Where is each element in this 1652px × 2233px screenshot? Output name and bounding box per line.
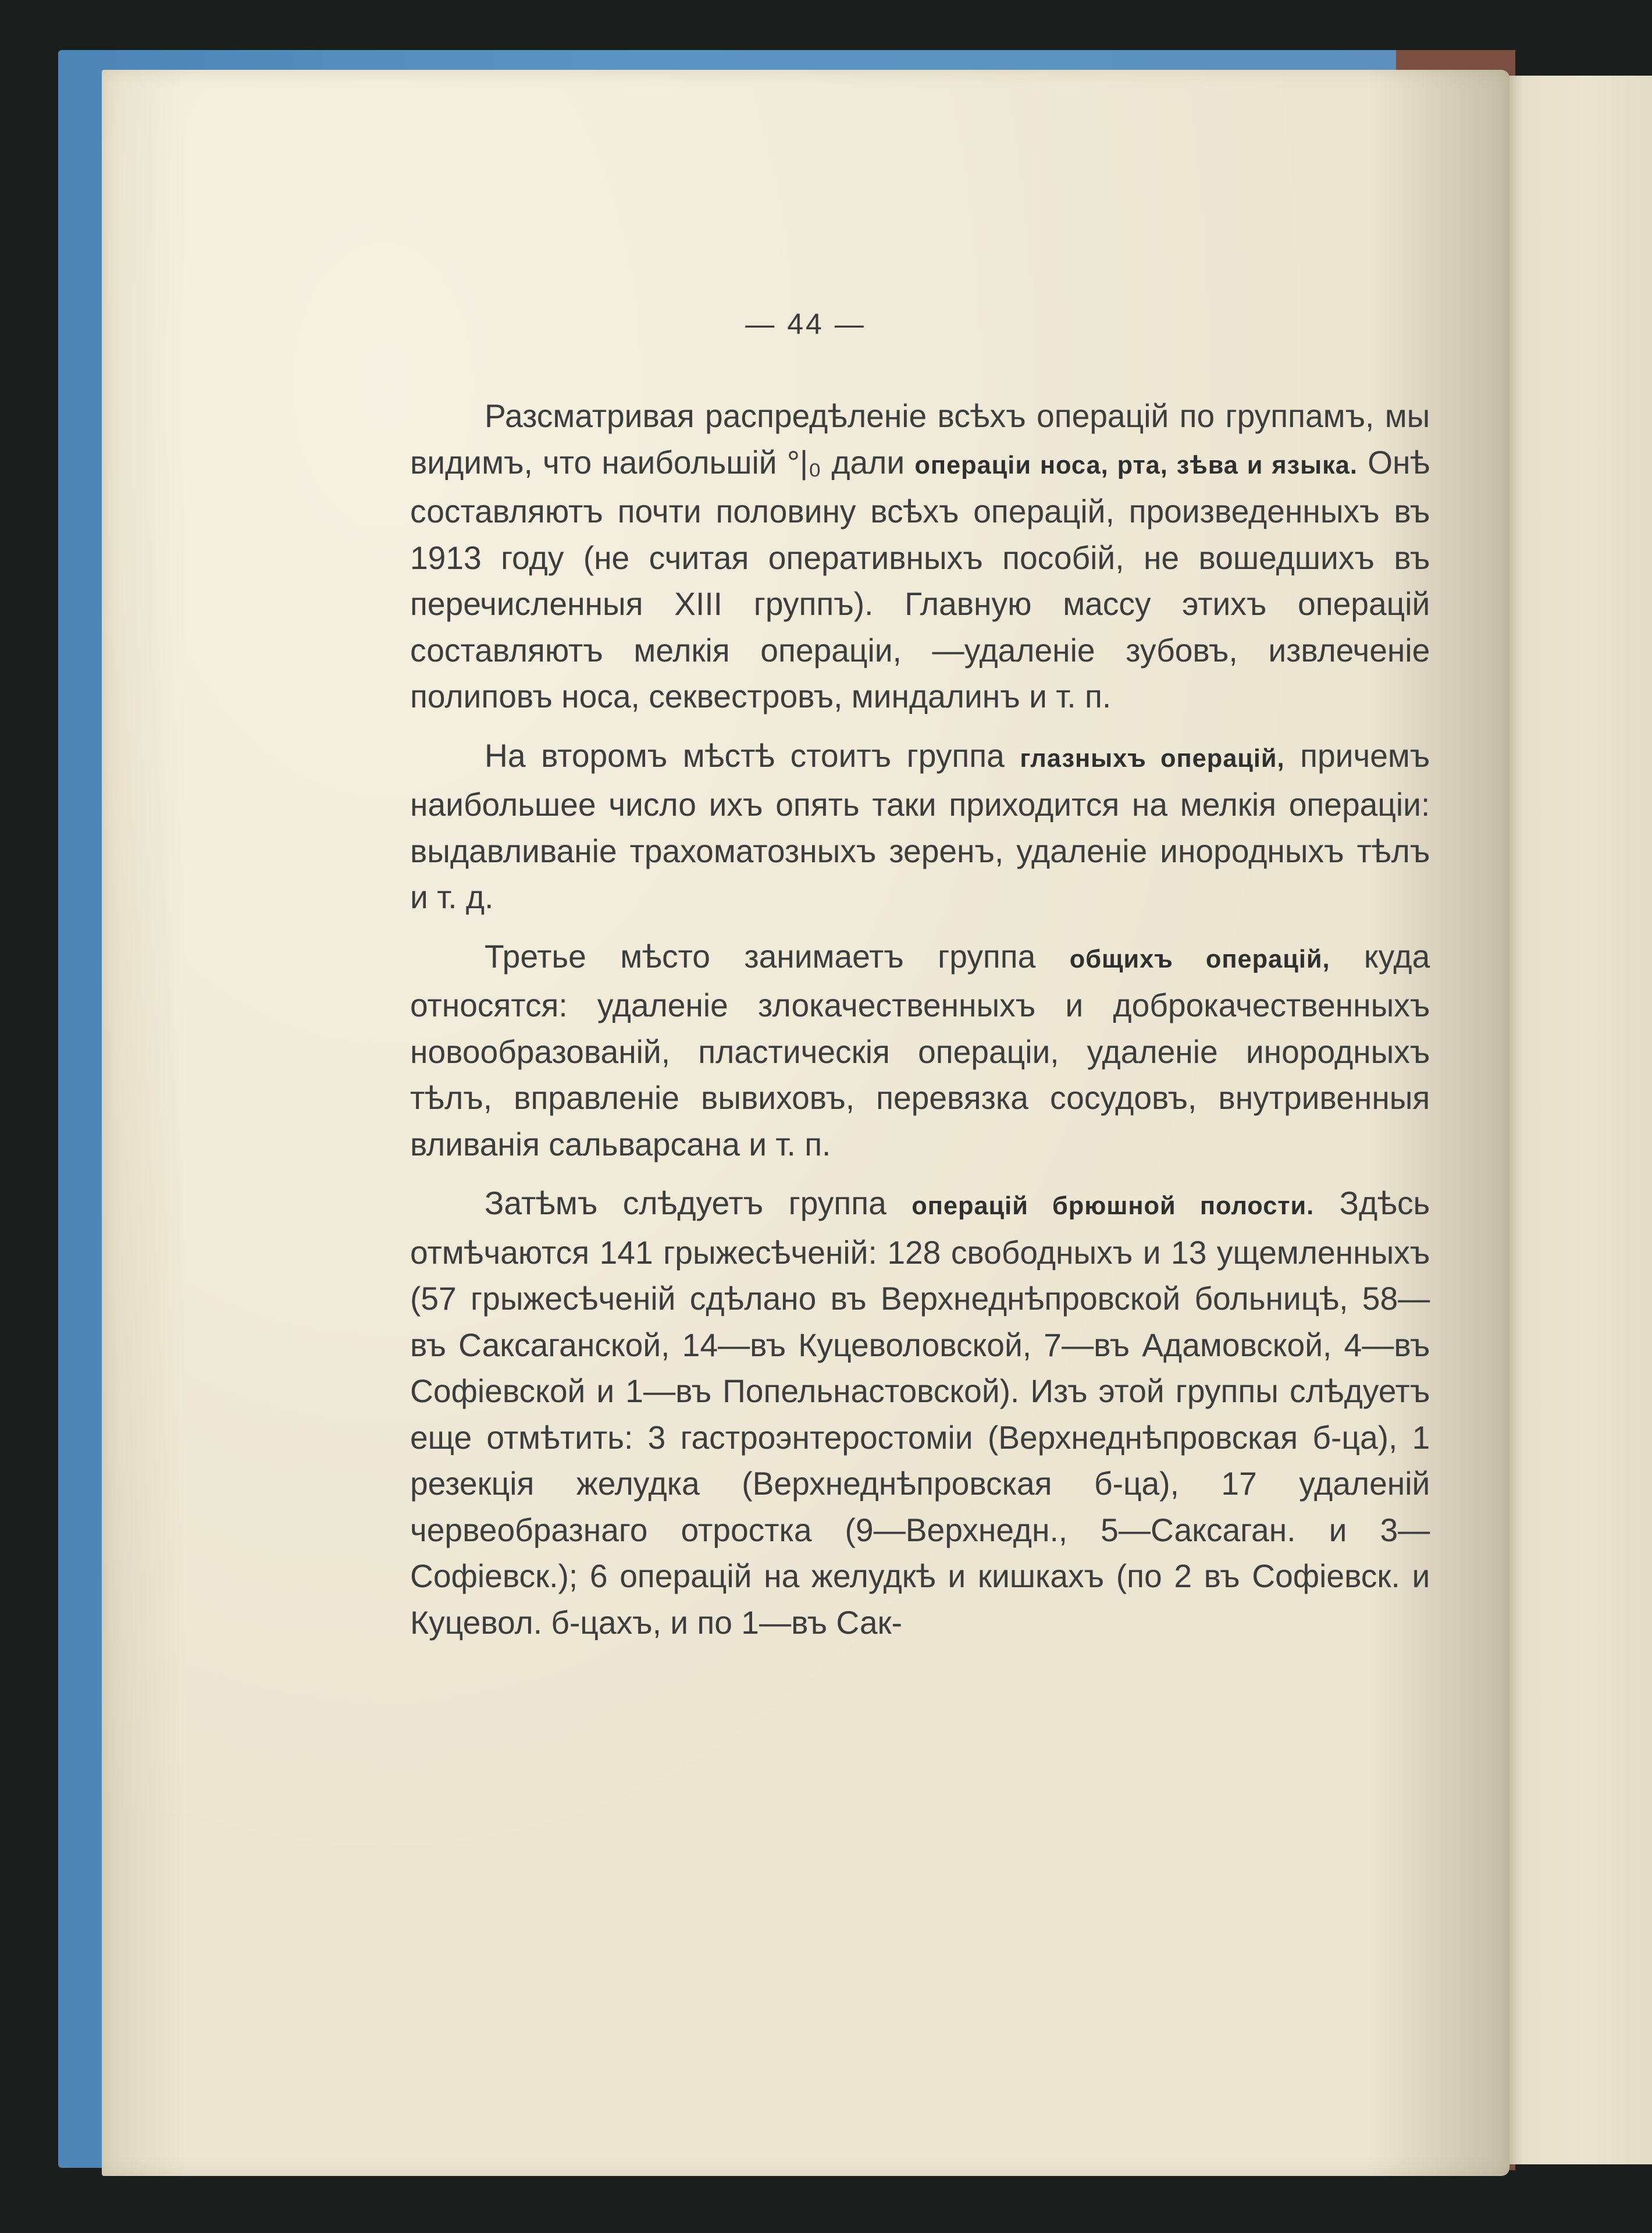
text-span: куда относятся: удаленіе злокачественныхъ и доброкачественныхъ новообразованій, пластическія операціи, удаленіе инородныхъ тѣлъ, вправленіе вывиховъ, перевязка сосудовъ, внутривенныя вливанія сальварсана и т. п.	[410, 937, 1430, 1162]
paragraph	[410, 1180, 1430, 1645]
book-page	[102, 70, 1509, 2176]
text-span: Затѣмъ слѣдуетъ группа	[485, 1185, 912, 1221]
emphasized-text: операцій брюшной полости.	[912, 1192, 1315, 1220]
text-span: Онѣ составляютъ почти половину всѣхъ операцій, произведенныхъ въ 1913 году (не считая оперативныхъ пособій, не вошедшихъ въ перечисленныя XIII группъ). Главную массу этихъ операцій составляютъ мелкія операціи, —удаленіе зубовъ, извлеченіе полиповъ носа, секвестровъ, миндалинъ и т. п.	[410, 443, 1430, 714]
paragraph	[410, 393, 1430, 720]
paragraph	[410, 733, 1430, 920]
emphasized-text: общихъ операцій,	[1069, 944, 1330, 973]
emphasized-text: операціи носа, рта, зѣва и языка.	[914, 450, 1358, 479]
emphasized-text: глазныхъ операцій,	[1020, 744, 1285, 773]
page-number: — 44 —	[745, 308, 866, 340]
text-span: Третье мѣсто занимаетъ группа	[485, 937, 1070, 975]
text-span: На второмъ мѣстѣ стоитъ группа	[485, 737, 1020, 774]
page-body	[410, 393, 1446, 1645]
paragraph	[410, 933, 1430, 1168]
text-span: Разсматривая распредѣленіе всѣхъ операцій по группамъ, мы видимъ, что наибольшій °|₀ дали	[410, 397, 1430, 481]
text-span: Здѣсь отмѣчаются 141 грыжесѣченій: 128 свободныхъ и 13 ущемленныхъ (57 грыжесѣченій сдѣлано въ Верхнеднѣпровской больницѣ, 58—въ Саксаганской, 14—въ Куцеволовской, 7—въ Адамовской, 4—въ Софіевской и 1—въ Попельнастовской). Изъ этой группы слѣдуетъ еще отмѣтить: 3 гастроэнтеростоміи (Верхнеднѣпровская б-ца), 1 резекція желудка (Верхнеднѣпровская б-ца), 17 удаленій червеобразнаго отростка (9—Верхнедн., 5—Саксаган. и 3—Софіевск.); 6 операцій на желудкѣ и кишкахъ (по 2 въ Софіевск. и Куцевол. б-цахъ, и по 1—въ Сак-	[410, 1185, 1430, 1641]
text-span: причемъ наибольшее число ихъ опять таки приходится на мелкія операціи: выдавливаніе трахоматозныхъ зеренъ, удаленіе инородныхъ тѣлъ и т. д.	[410, 737, 1430, 915]
